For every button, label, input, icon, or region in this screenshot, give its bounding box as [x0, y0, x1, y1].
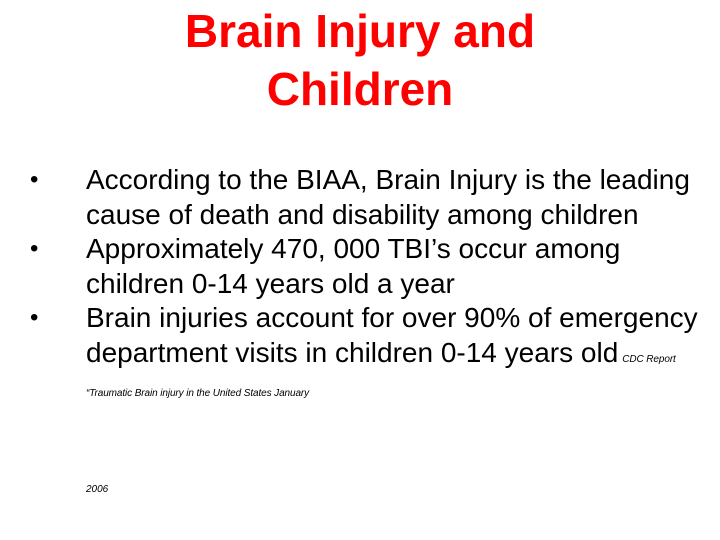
citation-text: CDC Report “Traumatic Brain injury in the United States January	[86, 353, 676, 399]
bullet-item-3	[30, 301, 710, 405]
bullet-icon: •	[30, 235, 39, 262]
title-line-2: Children	[266, 63, 454, 115]
bullet-icon: •	[30, 304, 39, 331]
bullet-item-2	[30, 232, 710, 301]
title-line-1: Brain Injury and	[184, 5, 536, 57]
bullet-icon: •	[30, 166, 39, 193]
bullet-list	[30, 163, 710, 405]
bullet-text-3: Brain injuries account for over 90% of emergency department visits in children 0-14 years old	[86, 302, 698, 368]
slide-title	[60, 2, 660, 118]
bullet-text-1: According to the BIAA, Brain Injury is the leading cause of death and disability among children	[86, 164, 690, 230]
bullet-text-2: Approximately 470, 000 TBI’s occur among children 0-14 years old a year	[86, 233, 621, 299]
bullet-item-1	[30, 163, 710, 232]
citation-year: 2006	[86, 484, 109, 495]
